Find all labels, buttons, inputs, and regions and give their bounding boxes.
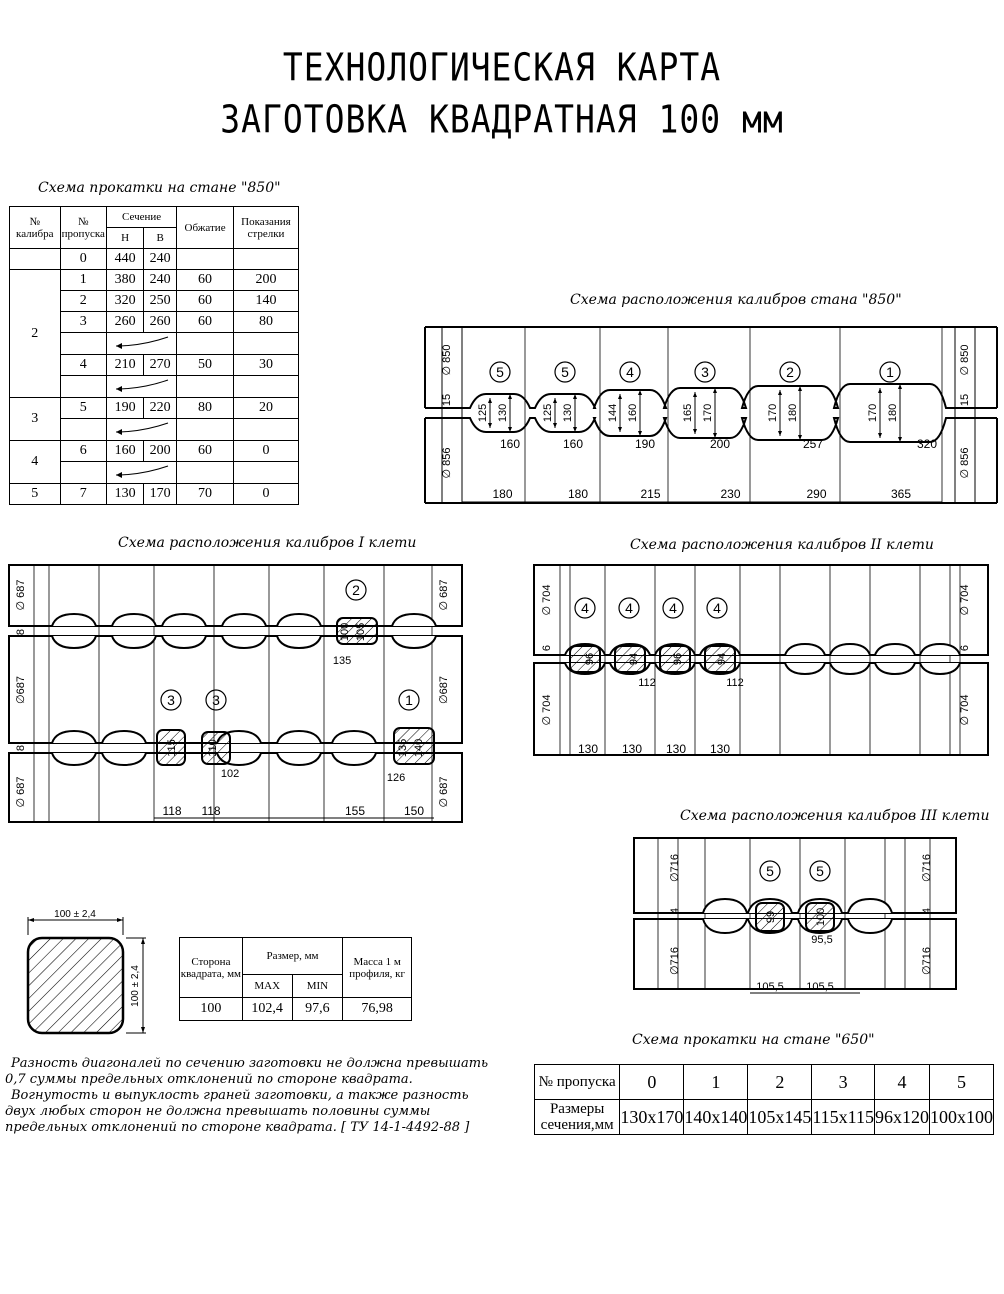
page-title-line2: ЗАГОТОВКА КВАДРАТНАЯ 100 мм — [220, 97, 784, 142]
cell-red: 60 — [177, 441, 234, 462]
cell-arrow: 0 — [233, 484, 298, 505]
arrow-icon — [488, 423, 492, 428]
cell-arrow: 80 — [233, 312, 298, 333]
height-dim: 100 — [339, 622, 351, 642]
height-dim: 144 — [607, 403, 619, 423]
height-dim: 96 — [672, 652, 684, 666]
height-dim: 94 — [716, 652, 728, 666]
groove-bump — [222, 636, 266, 648]
groove-bump — [875, 644, 915, 655]
pitch-dim: 180 — [492, 487, 513, 501]
tilt-arrow-icon — [112, 333, 172, 349]
note-line: предельных отклонений по стороне квадрата. [ ТУ 14-1-4492-88 ] — [5, 1120, 470, 1135]
width-dim: 160 — [499, 437, 521, 451]
groove-number: 5 — [766, 863, 774, 879]
diam-label: ∅716 — [669, 947, 681, 975]
cell-red — [177, 419, 234, 441]
gap-label: 6 — [541, 644, 553, 652]
width-dim: 190 — [634, 437, 656, 451]
width-dim: 95,5 — [811, 934, 833, 946]
cell-h — [107, 376, 177, 398]
gap-label: 15 — [441, 393, 453, 407]
t650-pass: 1 — [684, 1065, 748, 1100]
gap-label: 8 — [15, 744, 27, 752]
diam-label: ∅ 856 — [441, 447, 453, 479]
groove-bump — [52, 731, 96, 743]
table-row — [10, 249, 299, 270]
groove-bump — [332, 731, 376, 743]
cell-pass: 1 — [60, 270, 106, 291]
t650-h-pass: № пропуска — [535, 1065, 620, 1100]
pitch-dim: 130 — [577, 742, 599, 756]
groove-number: 3 — [212, 692, 220, 708]
tsq-min: 97,6 — [292, 998, 343, 1021]
groove-bump — [703, 919, 747, 933]
arrow-icon — [618, 394, 622, 399]
diam-label: ∅716 — [921, 947, 933, 975]
cell-red: 80 — [177, 398, 234, 419]
cell-arrow: 30 — [233, 355, 298, 376]
diam-label: ∅687 — [438, 676, 450, 704]
groove-number: 2 — [352, 582, 360, 598]
cell-pass: 6 — [60, 441, 106, 462]
th-h: Н — [107, 228, 144, 249]
th-b: В — [144, 228, 177, 249]
groove-bump — [875, 663, 915, 674]
groove-number: 3 — [701, 364, 709, 380]
t650-size: 100x100 — [930, 1100, 994, 1135]
groove-bump — [785, 663, 825, 674]
height-dim: 100 — [815, 907, 827, 927]
groove-bump — [277, 614, 321, 626]
arrow-icon — [488, 398, 492, 403]
t650-title: Схема прокатки на стане "650" — [632, 1032, 875, 1048]
groove-number: 4 — [669, 600, 677, 616]
height-dim: 105 — [355, 622, 367, 642]
cell-b: 240 — [144, 270, 177, 291]
table-row — [10, 270, 299, 291]
height-dim: 99 — [765, 910, 777, 924]
height-dim: 165 — [682, 403, 694, 423]
groove-bump — [830, 663, 870, 674]
cell-h: 260 — [107, 312, 144, 333]
width-dim: 257 — [802, 437, 824, 451]
groove-number: 2 — [786, 364, 794, 380]
groove-bump — [332, 753, 376, 765]
t650-size: 115x115 — [812, 1100, 875, 1135]
d2-diagram — [530, 560, 992, 760]
arrow-icon — [618, 427, 622, 432]
cell-caliber: 3 — [10, 398, 61, 441]
cell-h: 380 — [107, 270, 144, 291]
groove-number: 4 — [713, 600, 721, 616]
t650-pass: 2 — [748, 1065, 812, 1100]
diam-label: ∅ 850 — [441, 344, 453, 376]
cell-pass: 5 — [60, 398, 106, 419]
groove-bump — [52, 753, 96, 765]
cell-arrow: 20 — [233, 398, 298, 419]
note-line: 0,7 суммы предельных отклонений по стороне квадрата. — [5, 1072, 413, 1087]
cell-red: 70 — [177, 484, 234, 505]
arrow-icon — [693, 429, 697, 434]
width-dim: 112 — [638, 677, 656, 689]
tsq-h-side: Сторона квадрата, мм — [180, 938, 243, 998]
t650-pass: 5 — [930, 1065, 994, 1100]
arrow-icon — [693, 392, 697, 397]
lower-roll — [634, 919, 956, 989]
height-dim: 110 — [207, 739, 219, 757]
th-reduction: Обжатие — [177, 207, 234, 249]
cell-red — [177, 333, 234, 355]
groove-bump — [392, 636, 436, 648]
t650-pass: 4 — [875, 1065, 930, 1100]
groove-bump — [52, 614, 96, 626]
groove-bump — [162, 614, 206, 626]
groove-bump — [222, 614, 266, 626]
cell-b: 220 — [144, 398, 177, 419]
cell-h: 440 — [107, 249, 144, 270]
rolling-table-650 — [534, 1064, 994, 1135]
t650-pass: 3 — [812, 1065, 875, 1100]
tilt-arrow-icon — [112, 419, 172, 435]
cell-red: 60 — [177, 291, 234, 312]
th-arrow: Показания стрелки — [233, 207, 298, 249]
height-dim: 94 — [628, 652, 640, 666]
note-line: двух любых сторон не должна превышать половины суммы — [5, 1104, 431, 1119]
width-dim: 320 — [916, 437, 938, 451]
upper-roll — [634, 838, 956, 913]
groove-number: 5 — [816, 863, 824, 879]
width-dim: 126 — [386, 772, 406, 784]
groove-bump — [162, 636, 206, 648]
table-row — [10, 484, 299, 505]
height-dim: 160 — [627, 403, 639, 423]
tsq-mass: 76,98 — [343, 998, 412, 1021]
diam-label: ∅ 856 — [959, 447, 971, 479]
note-line: Разность диагоналей по сечению заготовки не должна превышать — [11, 1056, 489, 1071]
gap-label: 6 — [959, 644, 971, 652]
height-dim: 180 — [787, 403, 799, 423]
groove-number: 1 — [405, 692, 413, 708]
pitch-dim: 155 — [344, 804, 366, 818]
groove-number: 1 — [886, 364, 894, 380]
t650-size: 96x120 — [875, 1100, 930, 1135]
tilt-arrow-icon — [112, 376, 172, 392]
d3-title: Схема расположения калибров III клети — [680, 808, 990, 824]
groove-bump — [830, 644, 870, 655]
gap-label: 15 — [959, 393, 971, 407]
cell-caliber: 4 — [10, 441, 61, 484]
cell-h: 210 — [107, 355, 144, 376]
diam-label: ∅687 — [15, 676, 27, 704]
groove-bump — [277, 731, 321, 743]
diam-label: ∅ 704 — [959, 584, 971, 616]
groove-bump — [703, 899, 747, 913]
pitch-dim: 105,5 — [756, 981, 784, 993]
groove-bump — [277, 636, 321, 648]
cell-pass — [60, 333, 106, 355]
cell-arrow — [233, 419, 298, 441]
diam-label: ∅ 704 — [959, 694, 971, 726]
arrow-icon — [553, 398, 557, 403]
pitch-dim: 180 — [567, 487, 589, 501]
diam-label: ∅ 687 — [438, 579, 450, 611]
pitch-dim: 130 — [665, 742, 687, 756]
width-dim: 112 — [726, 677, 744, 689]
t650-size: 140x140 — [684, 1100, 748, 1135]
pitch-dim: 365 — [890, 487, 912, 501]
d1-title: Схема расположения калибров I клети — [118, 535, 417, 551]
gap-label: 4 — [921, 907, 933, 915]
th-caliber: № калибра — [10, 207, 61, 249]
cell-b: 200 — [144, 441, 177, 462]
diam-label: ∅ 687 — [15, 776, 27, 808]
d2-title: Схема расположения калибров II клети — [630, 537, 934, 553]
height-dim: 115 — [166, 739, 178, 757]
groove-bump — [920, 644, 960, 655]
cell-h — [107, 333, 177, 355]
groove-bump — [848, 919, 892, 933]
height-dim: 135 — [397, 738, 409, 758]
height-dim: 170 — [867, 403, 879, 423]
page-title-line1: ТЕХНОЛОГИЧЕСКАЯ КАРТА — [282, 45, 722, 90]
cell-pass — [60, 419, 106, 441]
gap-label: 4 — [669, 907, 681, 915]
gap-label: 8 — [15, 628, 27, 636]
groove-bump — [102, 731, 146, 743]
groove-bump — [920, 663, 960, 674]
cell-pass — [60, 376, 106, 398]
width-dim: 135 — [332, 655, 352, 667]
t650-h-sizes: Размеры сечения,мм — [535, 1100, 620, 1135]
height-dim: 140 — [413, 738, 425, 758]
diam-label: ∅716 — [921, 854, 933, 882]
cell-pass — [60, 462, 106, 484]
cell-h: 190 — [107, 398, 144, 419]
cell-caliber: 2 — [10, 270, 61, 398]
square-section-drawing — [20, 905, 160, 1045]
cell-red: 50 — [177, 355, 234, 376]
pitch-dim: 130 — [709, 742, 731, 756]
cell-arrow: 0 — [233, 441, 298, 462]
pitch-dim: 215 — [640, 487, 661, 501]
pitch-dim: 118 — [162, 804, 182, 818]
rolling-table-850 — [9, 206, 299, 505]
width-dim: 160 — [562, 437, 584, 451]
d850-diagram — [420, 320, 1002, 510]
diam-label: ∅ 704 — [541, 584, 553, 616]
th-section: Сечение — [107, 207, 177, 228]
cell-b: 240 — [144, 249, 177, 270]
t850-title: Схема прокатки на стане "850" — [38, 180, 281, 196]
cell-arrow: 140 — [233, 291, 298, 312]
height-dim: 96 — [584, 652, 596, 666]
cell-b: 250 — [144, 291, 177, 312]
pitch-dim: 118 — [201, 804, 221, 818]
cell-caliber — [10, 249, 61, 270]
arrow-icon — [878, 388, 882, 393]
height-dim: 130 — [562, 403, 574, 423]
cell-red: 60 — [177, 312, 234, 333]
cell-arrow — [233, 333, 298, 355]
tsq-side: 100 — [180, 998, 243, 1021]
cell-arrow: 200 — [233, 270, 298, 291]
groove-bump — [848, 899, 892, 913]
width-dim: 102 — [220, 768, 240, 780]
note-line: Вогнутость и выпуклость граней заготовки, а также разность — [11, 1088, 469, 1103]
groove-number: 4 — [581, 600, 589, 616]
height-dim: 180 — [887, 403, 899, 423]
diam-label: ∅ 687 — [15, 579, 27, 611]
t650-size: 130x170 — [620, 1100, 684, 1135]
cell-red — [177, 249, 234, 270]
square-side-dim: 100 ± 2,4 — [130, 965, 141, 1007]
pitch-dim: 105,5 — [806, 981, 834, 993]
cell-h: 160 — [107, 441, 144, 462]
table-row — [10, 441, 299, 462]
arrow-icon — [778, 390, 782, 395]
cell-b: 170 — [144, 484, 177, 505]
pitch-dim: 130 — [621, 742, 643, 756]
cell-arrow — [233, 376, 298, 398]
width-dim: 200 — [709, 437, 731, 451]
t650-pass: 0 — [620, 1065, 684, 1100]
cell-pass: 4 — [60, 355, 106, 376]
tsq-max: 102,4 — [242, 998, 292, 1021]
diam-label: ∅ 704 — [541, 694, 553, 726]
d3-diagram — [630, 833, 960, 998]
cell-h — [107, 462, 177, 484]
height-dim: 130 — [497, 403, 509, 423]
tsq-h-max: MAX — [242, 975, 292, 998]
t650-size: 105x145 — [748, 1100, 812, 1135]
cell-h: 130 — [107, 484, 144, 505]
d1-diagram — [4, 560, 468, 830]
cell-caliber: 5 — [10, 484, 61, 505]
pitch-dim: 230 — [720, 487, 741, 501]
arrow-icon — [778, 431, 782, 436]
height-dim: 125 — [542, 403, 554, 423]
groove-number: 4 — [625, 600, 633, 616]
height-dim: 170 — [767, 403, 779, 423]
cell-b: 260 — [144, 312, 177, 333]
square-top-dim: 100 ± 2,4 — [54, 909, 96, 920]
notes-block — [5, 1056, 488, 1136]
height-dim: 170 — [702, 403, 714, 423]
roll-body — [9, 636, 462, 743]
arrow-icon — [553, 423, 557, 428]
pitch-dim: 290 — [806, 487, 827, 501]
pitch-dim: 150 — [403, 804, 425, 818]
cell-h — [107, 419, 177, 441]
groove-number: 3 — [167, 692, 175, 708]
tsq-h-size: Размер, мм — [242, 938, 343, 975]
diam-label: ∅ 687 — [438, 776, 450, 808]
table-row — [10, 398, 299, 419]
th-pass: № пропуска — [60, 207, 106, 249]
cell-red — [177, 376, 234, 398]
groove-number: 5 — [496, 364, 504, 380]
cell-h: 320 — [107, 291, 144, 312]
cell-pass: 3 — [60, 312, 106, 333]
diam-label: ∅ 850 — [959, 344, 971, 376]
diam-label: ∅716 — [669, 854, 681, 882]
cell-arrow — [233, 249, 298, 270]
cell-red — [177, 462, 234, 484]
groove-bump — [102, 753, 146, 765]
groove-bump — [112, 614, 156, 626]
cell-pass: 7 — [60, 484, 106, 505]
arrow-icon — [878, 433, 882, 438]
groove-bump — [52, 636, 96, 648]
height-dim: 125 — [477, 403, 489, 423]
cell-red: 60 — [177, 270, 234, 291]
groove-bump — [392, 614, 436, 626]
tilt-arrow-icon — [112, 462, 172, 478]
groove-bump — [785, 644, 825, 655]
groove-bump — [277, 753, 321, 765]
cell-pass: 2 — [60, 291, 106, 312]
tsq-h-min: MIN — [292, 975, 343, 998]
d850-title: Схема расположения калибров стана "850" — [570, 292, 902, 308]
tsq-h-mass: Масса 1 м профиля, кг — [343, 938, 412, 998]
cell-arrow — [233, 462, 298, 484]
square-size-table — [179, 937, 412, 1021]
groove-number: 5 — [561, 364, 569, 380]
groove-bump — [112, 636, 156, 648]
cell-b: 270 — [144, 355, 177, 376]
groove-number: 4 — [626, 364, 634, 380]
cell-pass: 0 — [60, 249, 106, 270]
